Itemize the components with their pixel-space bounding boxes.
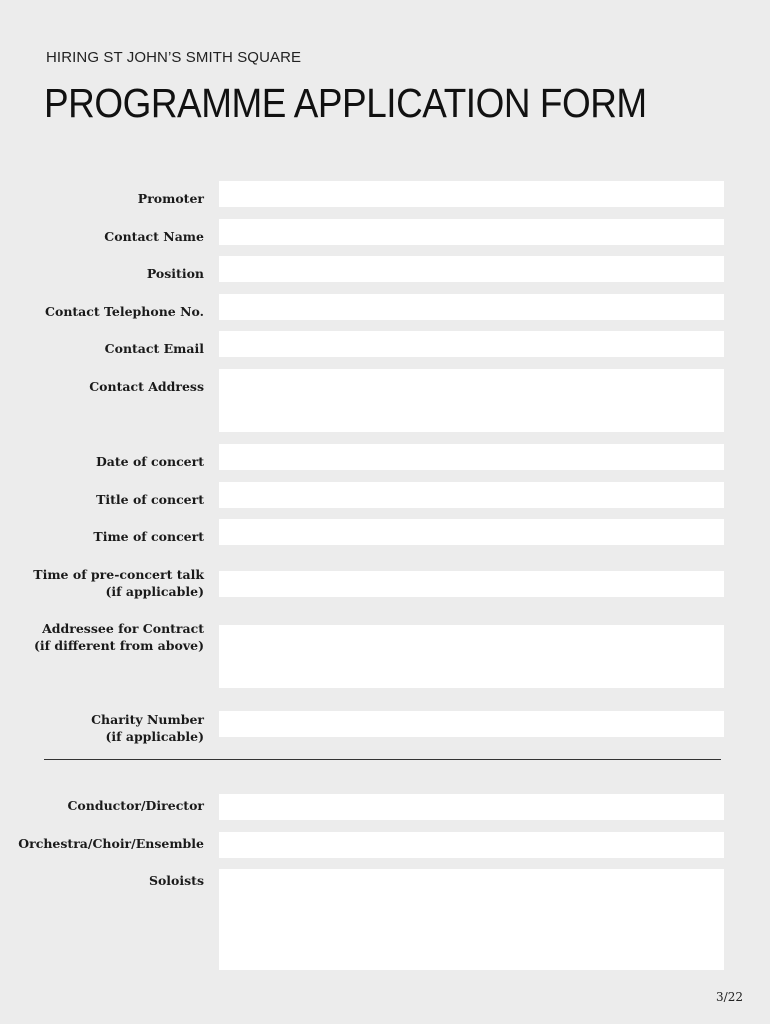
- date-of-concert-input[interactable]: [219, 444, 724, 470]
- contact-address-textarea[interactable]: [219, 369, 724, 432]
- charity-number-label: [91, 711, 204, 745]
- contact-email-label: Contact Email: [104, 341, 204, 356]
- charity-number-label-line2: (if applicable): [105, 729, 204, 744]
- time-of-concert-input[interactable]: [219, 519, 724, 545]
- addressee-label-line1: Addressee for Contract: [42, 621, 204, 636]
- charity-number-label-line1: Charity Number: [91, 712, 204, 727]
- title-of-concert-input[interactable]: [219, 482, 724, 508]
- conductor-director-label: Conductor/Director: [67, 798, 204, 813]
- promoter-input[interactable]: [219, 181, 724, 207]
- contact-telephone-input[interactable]: [219, 294, 724, 320]
- date-of-concert-label: Date of concert: [95, 454, 204, 469]
- pre-concert-talk-label: [33, 566, 204, 600]
- page-number: 3/22: [716, 990, 743, 1004]
- position-label: Position: [146, 266, 204, 281]
- soloists-textarea[interactable]: [219, 869, 724, 970]
- addressee-label-line2: (if different from above): [33, 638, 204, 653]
- conductor-director-input[interactable]: [219, 794, 724, 820]
- form-subtitle: HIRING ST JOHN’S SMITH SQUARE: [46, 49, 302, 66]
- contact-name-input[interactable]: [219, 219, 724, 245]
- pre-concert-talk-input[interactable]: [219, 571, 724, 597]
- soloists-label: Soloists: [148, 873, 204, 888]
- contact-name-label: Contact Name: [104, 229, 204, 244]
- orchestra-choir-ensemble-label: Orchestra/Choir/Ensemble: [18, 836, 204, 851]
- contact-address-label: Contact Address: [89, 379, 204, 394]
- orchestra-choir-ensemble-input[interactable]: [219, 832, 724, 858]
- charity-number-input[interactable]: [219, 711, 724, 737]
- section-divider: [44, 759, 721, 760]
- addressee-for-contract-textarea[interactable]: [219, 625, 724, 688]
- pre-concert-talk-label-line1: Time of pre-concert talk: [33, 567, 204, 582]
- contact-telephone-label: Contact Telephone No.: [45, 304, 204, 319]
- position-input[interactable]: [219, 256, 724, 282]
- pre-concert-talk-label-line2: (if applicable): [105, 584, 204, 599]
- time-of-concert-label: Time of concert: [93, 529, 204, 544]
- addressee-for-contract-label: [34, 620, 204, 654]
- title-of-concert-label: Title of concert: [96, 492, 204, 507]
- promoter-label: Promoter: [137, 191, 204, 206]
- form-title: PROGRAMME APPLICATION FORM: [44, 80, 647, 126]
- contact-email-input[interactable]: [219, 331, 724, 357]
